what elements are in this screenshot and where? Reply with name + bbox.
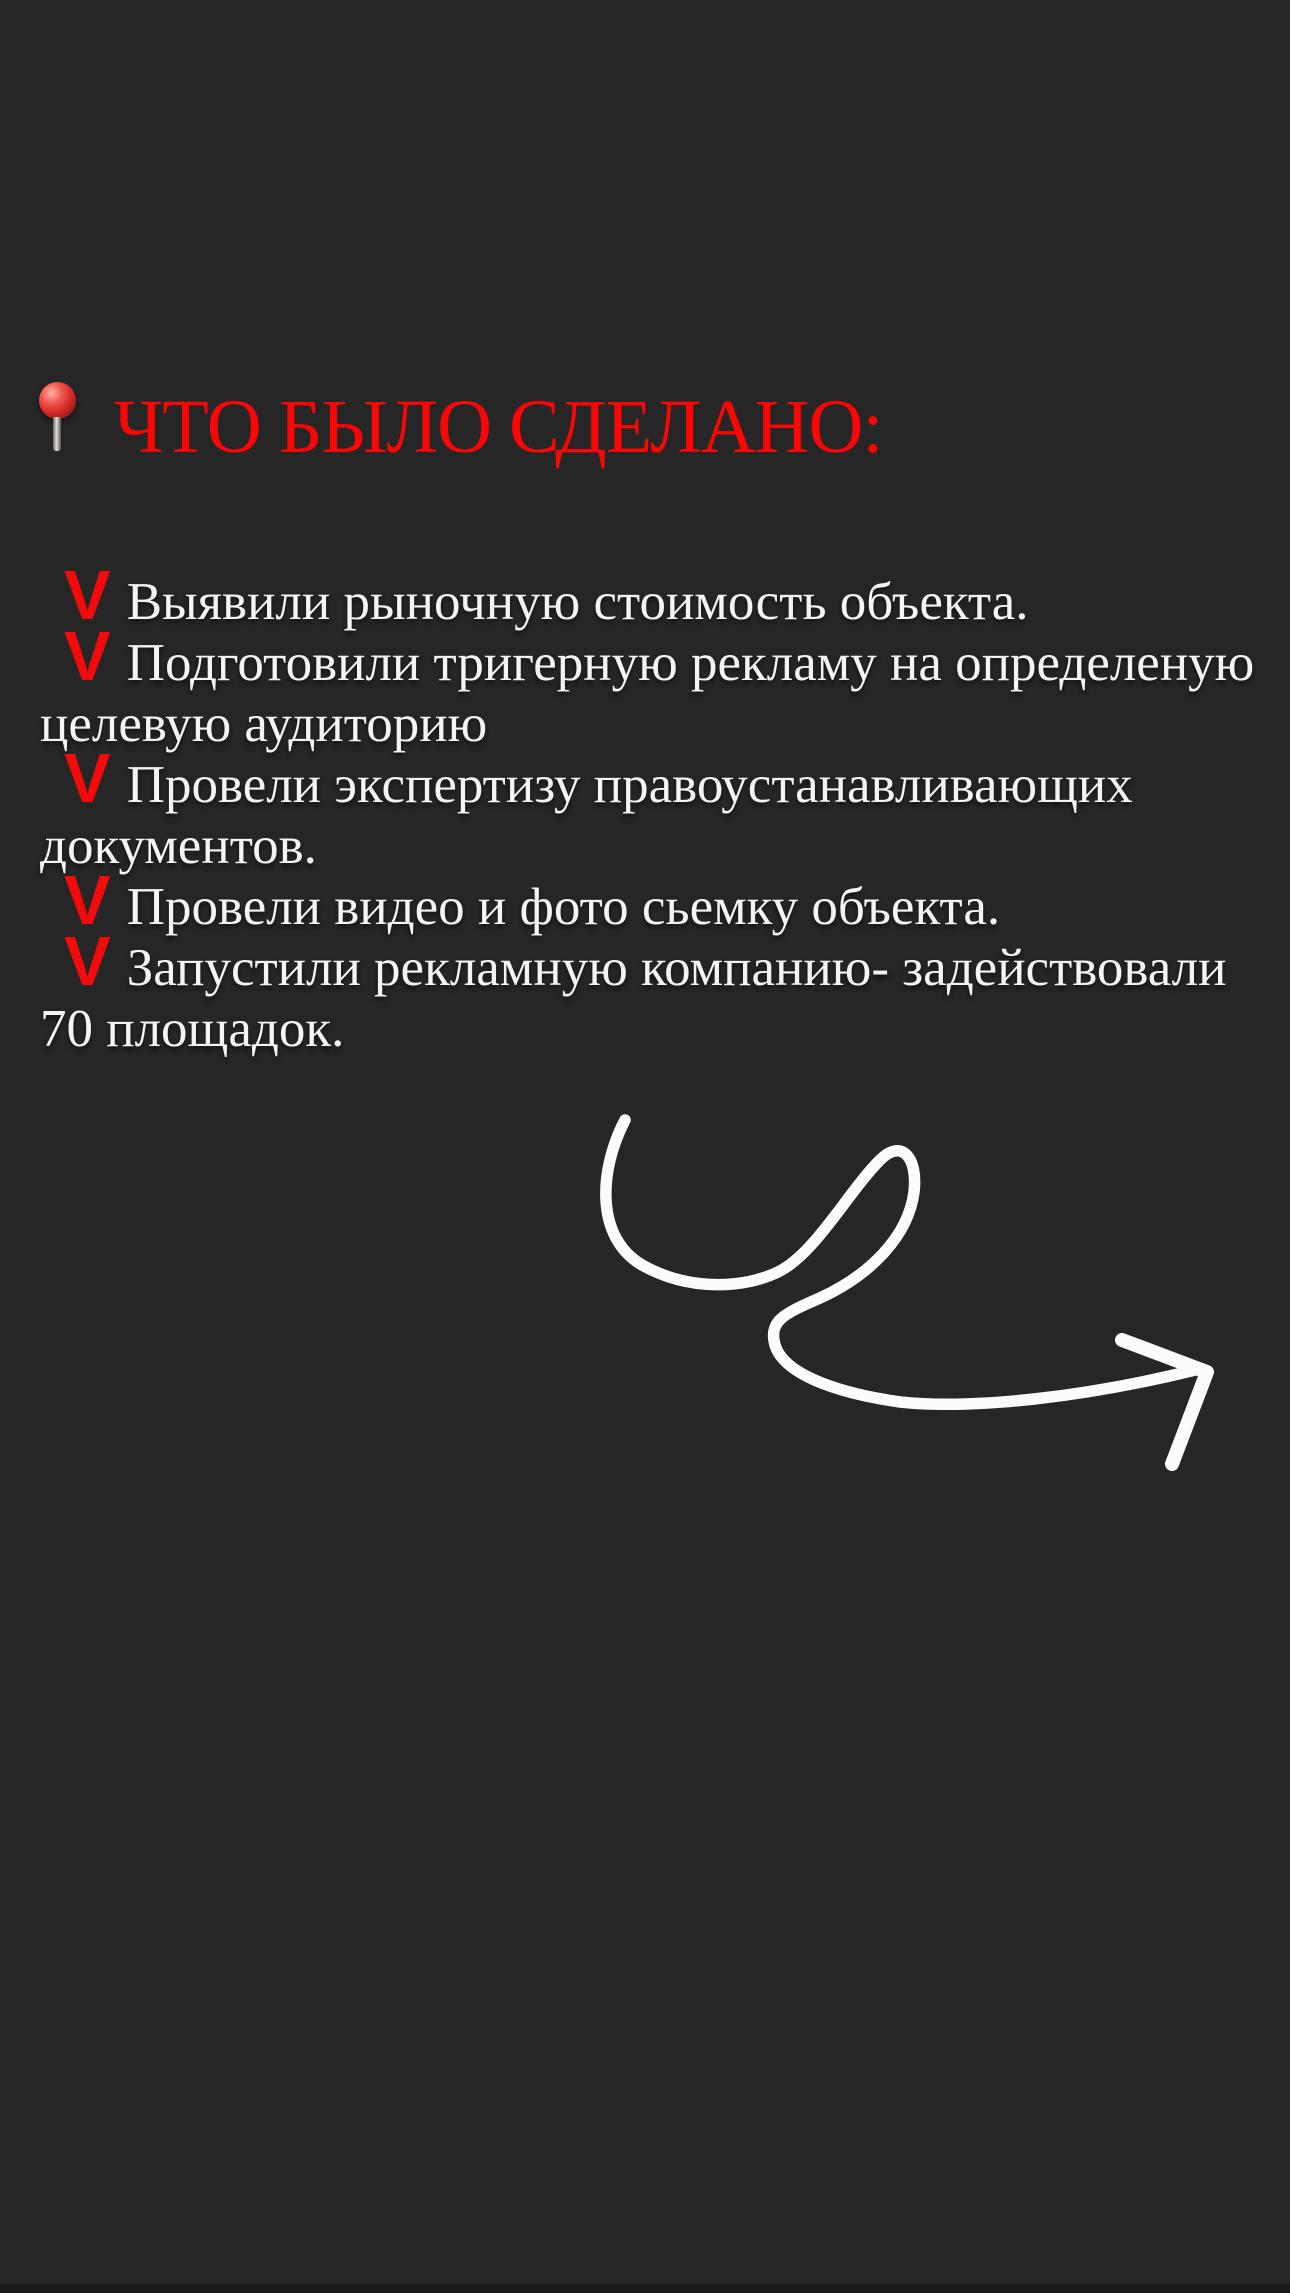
checklist-item	[40, 556, 1278, 634]
checkmark-icon: V	[64, 556, 111, 634]
checkmark-icon: V	[64, 739, 111, 817]
checklist-item	[40, 922, 1278, 1060]
header	[38, 378, 883, 515]
arrow-curve	[606, 1120, 1195, 1404]
checkmark-icon: V	[64, 922, 111, 1000]
checklist	[40, 556, 1278, 1060]
checklist-item	[40, 861, 1278, 939]
checklist-item-text: Запустили рекламную компанию- задействовали 70 площадок.	[40, 939, 1227, 1058]
checklist-item	[40, 739, 1278, 877]
checkmark-icon: V	[64, 617, 111, 695]
checklist-item	[40, 617, 1278, 755]
checklist-item-text: Провели видео и фото сьемку объекта.	[126, 878, 1001, 936]
bottom-edge-strip	[0, 2284, 1290, 2293]
checkmark-icon: V	[64, 861, 111, 939]
pushpin-ball	[39, 382, 76, 419]
checklist-item-text: Провели экспертизу правоустанавливающих документов.	[40, 756, 1133, 875]
checklist-item-text: Выявили рыночную стоимость объекта.	[126, 573, 1029, 631]
pushpin-stick	[53, 417, 61, 451]
checklist-item-text: Подготовили тригерную рекламу на определеную целевую аудиторию	[40, 634, 1255, 753]
page-title: ЧТО БЫЛО СДЕЛАНО:	[114, 385, 883, 469]
arrow-head	[1122, 1340, 1207, 1464]
pushpin-icon	[38, 382, 76, 451]
